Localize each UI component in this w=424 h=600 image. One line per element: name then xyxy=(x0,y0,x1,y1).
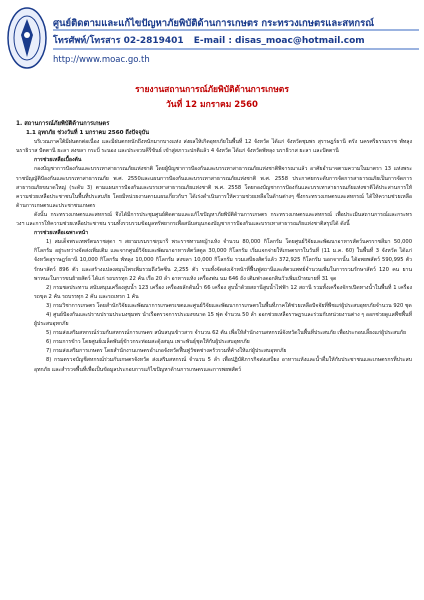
report-body xyxy=(16,120,412,375)
list-item: 8) กรมตรวจบัญชีสหกรณ์ร่วมกับเกษตรจังหวัด ส่งเสริมสหกรณ์ จำนวน 5 ลำ เพื่อปฏิบัติภารกิจส่งเสบียง อาหารแห้งและน้ำดื่มให้กับประชาชนและเกษตรกรที่ประสบอุทกภัย และสำรวจพื้นที่เพื่อเป็นข้อมูลประกอบการแก้ไขปัญหาด้านการเกษตรและการพยพสัตว์ xyxy=(34,357,412,373)
list-item: 3) กรมวิชาการเกษตร โดยสำนักวิจัยและพัฒนาการเกษตรเขตและศูนย์วิจัยและพัฒนาการเกษตรในพื้นที่ภาคใต้ช่วยเหลือปัจจัยที่พืชแก่ผู้ประสบอุทกภัยจำนวน 920 ชุด xyxy=(46,302,412,309)
section-1-heading: 1. สถานการณ์ภัยพิบัติด้านการเกษตร xyxy=(16,121,110,127)
email-address[interactable]: E-mail : disas_moac@hotmail.com xyxy=(193,36,365,46)
list-item: 4) ศูนย์ป้องกันและปราบปรามประมงชุมพร นำเรือตรวจการประมงขนาด 15 ฟุต จำนวน 50 ลำ ออกช่วยเหลือราษฎรและร่วมกับหน่วยงานต่าง ๆ ออกช่วยดูแลพืชพื้นที่ผู้ประสบอุทกภัย xyxy=(34,311,412,328)
website-link[interactable]: http://www.moac.go.th xyxy=(53,55,150,65)
flood-situation-paragraph: บริเวณภาคใต้มีฝนตกต่อเนื่อง และมีฝนตกหนักถึงหนักมากบางแห่ง ส่งผลให้เกิดอุทกภัยในพื้นที่ 12 จังหวัด ได้แก่ จังหวัดชุมพร สุราษฎร์ธานี ตรัง นครศรีธรรมราช พัทลุง นราธิวาส ปัตตานี ยะลา สงขลา กระบี่ ระนอง และประจวบคีรีขันธ์ เข้าสู่สภาวะปกติแล้ว 4 จังหวัด ได้แก่ จังหวัดพัทลุง นราธิวาส ยะลา และปัตตานี xyxy=(16,139,412,155)
ministry-meeting-paragraph: ดังนั้น กระทรวงเกษตรและสหกรณ์ จึงได้มีการประชุมศูนย์ติดตามและแก้ไขปัญหาภัยพิบัติด้านการเกษตร กระทรวงเกษตรและสหกรณ์ เพื่อประเมินสถานการณ์และกระทรวงฯ และการให้ความช่วยเหลือประชาชน รวมทั้งรวบรวมข้อมูลทรัพยากรเพื่อสนับสนุนกองบัญชาการป้องกันและบรรเทาสาธารณภัยแห่งชาติสรุปได้ ดังนี้ xyxy=(16,211,412,228)
list-item: 5) กรมส่งเสริมสหกรณ์ร่วมกับสหกรณ์การเกษตร สนับสนุนข้าวสาร จำนวน 62 ตัน เพื่อให้สำนักงานสหกรณ์จังหวัดในพื้นที่ประสบภัย เพื่อประกอบเลี้ยงแก่ผู้ประสบภัย xyxy=(46,330,406,337)
list-item: 1) สมเด็จพระเทพรัตนราชสุดา ฯ สยามบรมราชกุมารี พระราชทานหญ้าแห้ง จำนวน 80,000 กิโลกรัม โดยศูนย์วิจัยและพัฒนาอาหารสัตว์นครราชสีมา 50,000 กิโลกรัม อยู่ระหว่างจัดส่งเพิ่มเติม และจากศูนย์วิจัยและพัฒนาอาหารสัตว์สตูล 30,000 กิโลกรัม เริ่มแจกจ่ายให้เกษตรกรในวันที่ (11 ม.ค. 60) ในพื้นที่ 3 จังหวัด ได้แก่ จังหวัดสุราษฎร์ธานี 10,000 กิโลกรัม พัทลุง 10,000 กิโลกรัม สงขลา 10,000 กิโลกรัม รวมเสบียงสัตว์แล้ว 372,925 กิโลกรัม นอกจากนั้น ได้อพยพสัตว์ 590,995 ตัว รักษาสัตว์ 896 ตัว และสร้างแปลงสมุนไพรเพิ่มรวมถึงวัคซีน 2,255 ตัว รวมทั้งจัดส่งเจ้าหน้าที่ฟื้นฟูสถานีและสัตวแพทย์จำนวนเพิ่มในการรวมรักษาสัตว์ 120 คน ยานพาหนะในการขนย้ายสัตว์ ได้แก่ รถบรรทุก 22 คัน เรือ 20 ลำ อาหารแห้ง เครื่องพ่น นม 646 ถัง เติมฟางดอกสินวัวเพิ่มเป้าหมายที่ 31 จุด xyxy=(34,239,412,282)
initial-assistance-heading: การช่วยเหลือเบื้องต้น xyxy=(34,157,82,164)
list-item: 2) กรมชลประทาน สนับสนุนเครื่องสูบน้ำ 123 เครื่อง เครื่องผลักดันน้ำ 66 เครื่อง สูบน้ำด้วยสถานีสูบน้ำไฟฟ้า 12 สถานี รวมทั้งเครื่องจักรเปิดทางน้ำในพื้นที่ 1 เครื่อง รถขุด 2 คัน รถบรรทุก 2 คัน และรถเทรก 1 คัน xyxy=(34,284,412,300)
contact-line xyxy=(53,33,365,47)
list-item: 7) กรมส่งเสริมการเกษตร โดยสำนักงานเกษตรอำเภอจังหวัดฟื้นฟูวัชตช่างครัวรวมที่ค้างให้แก่ผู้ประสบอุทกภัย xyxy=(46,348,287,355)
letterhead xyxy=(0,0,424,78)
report-date: วันที่ 12 มกราคม 2560 xyxy=(166,100,258,110)
immediate-assistance-heading: การช่วยเหลือเฉพาะหน้า xyxy=(34,230,89,237)
command-center-paragraph: กองบัญชาการป้องกันและบรรเทาสาธารณภัยแห่งชาติ โดยผู้บัญชาการป้องกันและบรรเทาสาธารณภัยแห่งชาติพิจารณาแล้ว อาศัยอำนาจตามความในมาตรา 13 แห่งพระราชบัญญัติป้องกันและบรรเทาสาธารณภัย พ.ศ. 2550และแผนการป้องกันและบรรเทาสาธารณภัยแห่งชาติ พ.ศ. 2558 ประกาศยกระดับการจัดการสาธารณภัยเป็นการจัดการสาธารณภัยขนาดใหญ่ (ระดับ 3) ตามแผนการป้องกันและบรรเทาสาธารณภัยแห่งชาติ พ.ศ. 2558 โดยกองบัญชาการป้องกันและบรรเทาสาธารณภัยแห่งชาติได้ประสานการให้ความช่วยเหลือประชาชนในพื้นที่ประสบภัย โดยมีหน่วยงานตามแผนเกี่ยวกับฯ ได้เร่งดำเนินการให้ความช่วยเหลือในด้านต่างๆ ซึ่งกระทรวงเกษตรและสหกรณ์ ได้ให้ความช่วยเหลือด้านการเกษตรและประชาชนเกษตร xyxy=(16,166,412,209)
section-1-1-heading: 1.1 อุทกภัย ช่วงวันที่ 1 มกราคม 2560 ถึงปัจจุบัน xyxy=(26,130,150,137)
phone-fax: โทรศัพท์/โทรสาร 02-2819401 xyxy=(53,36,184,46)
header-rule-top xyxy=(53,29,419,31)
ministry-emblem-icon xyxy=(5,5,49,71)
report-title: รายงานสถานการณ์ภัยพิบัติด้านการเกษตร xyxy=(135,85,289,95)
header-rule-bottom xyxy=(53,48,419,50)
organization-name: ศูนย์ติดตามและแก้ไขปัญหาภัยพิบัติด้านการเกษตร กระทรวงเกษตรและสหกรณ์ xyxy=(53,18,375,29)
list-item: 6) กรมการข้าว โดยศูนย์เมล็ดพันธุ์ข้าวกระท่อมสะดุ้งสนุน เพาะพันธุ์ชุดให้กับผู้ประสบอุทกภัย xyxy=(46,339,250,346)
